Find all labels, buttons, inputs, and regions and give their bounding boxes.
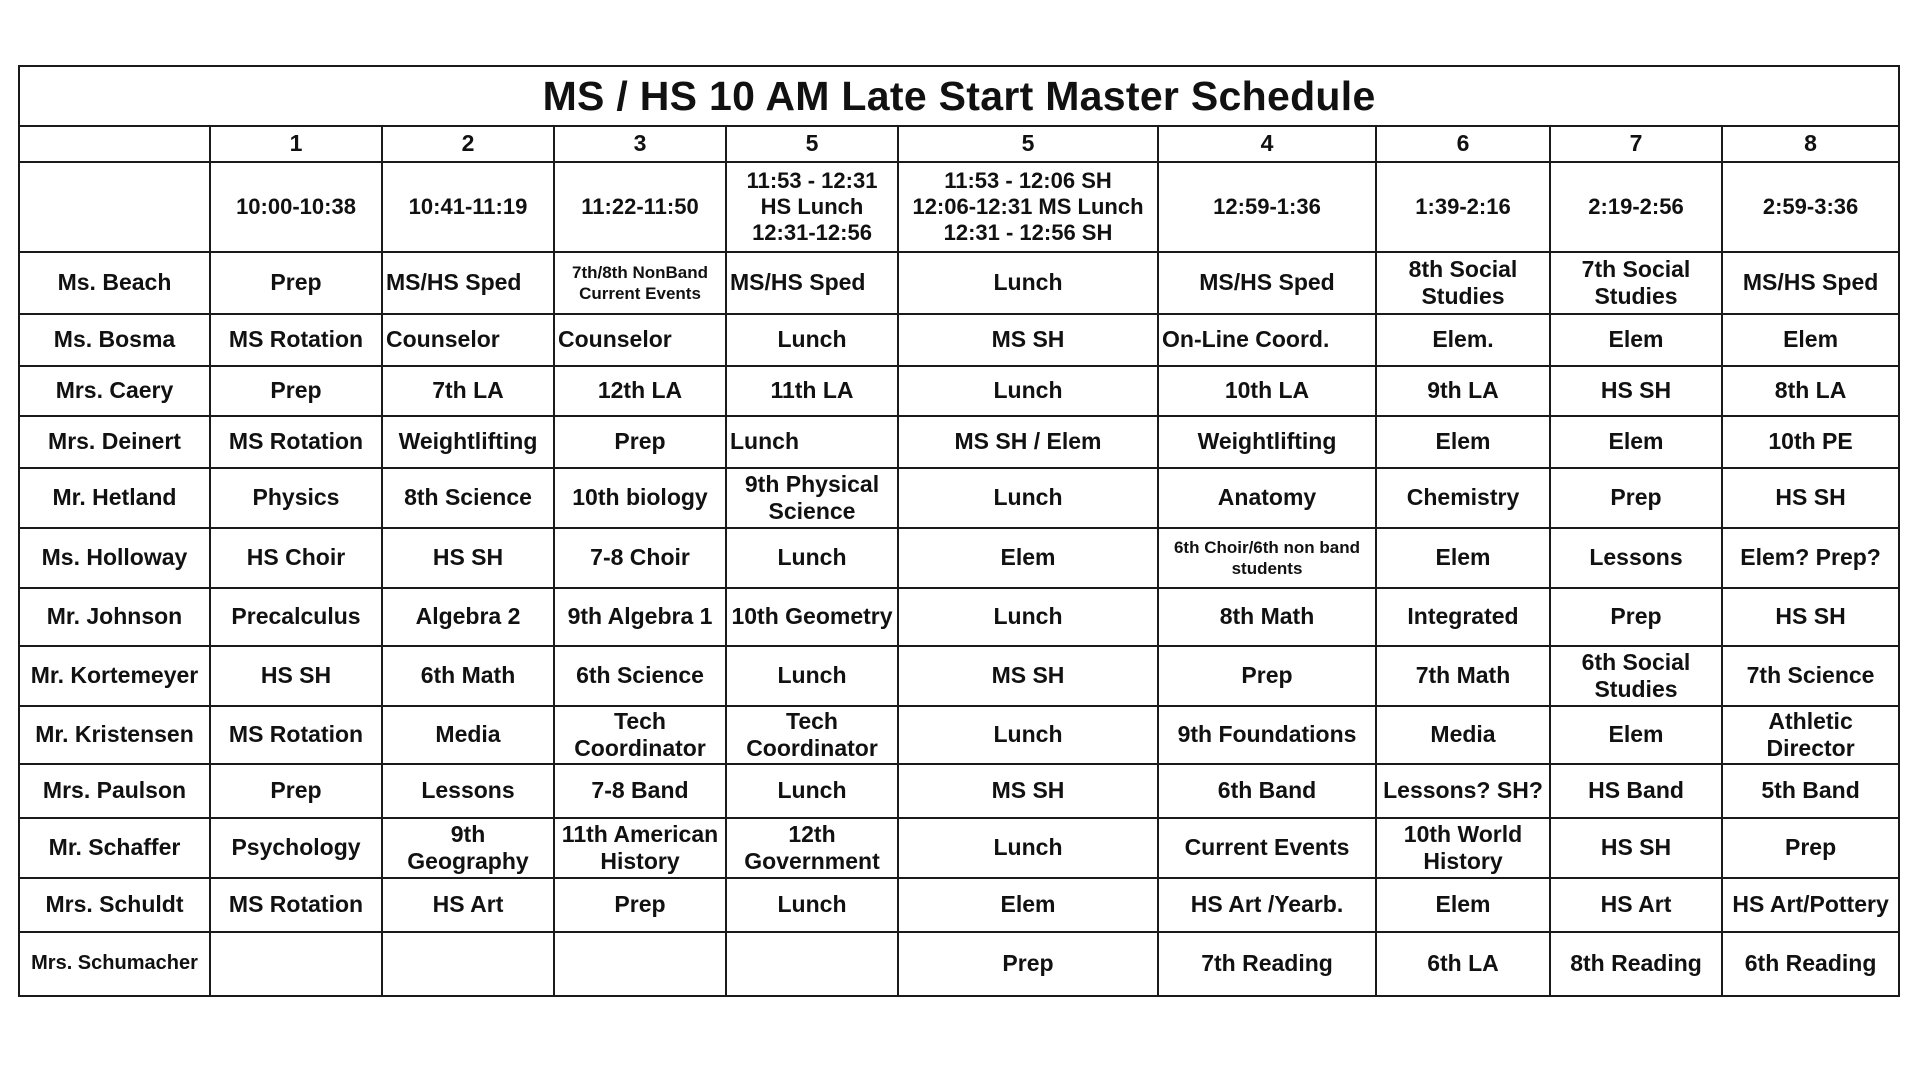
schedule-cell-text: Lunch	[993, 484, 1063, 511]
schedule-cell	[1722, 764, 1899, 818]
schedule-cell	[382, 416, 554, 468]
schedule-cell-text: Lunch	[993, 377, 1063, 404]
schedule-cell-text: MS/HS Sped	[386, 269, 522, 296]
schedule-cell	[1158, 878, 1376, 932]
schedule-cell	[554, 646, 726, 706]
time-slot-cell	[1722, 162, 1899, 252]
schedule-cell	[1376, 764, 1550, 818]
schedule-cell	[1158, 646, 1376, 706]
schedule-cell	[1550, 314, 1722, 366]
time-slot-cell	[1550, 162, 1722, 252]
master-schedule-table	[18, 65, 1900, 997]
schedule-cell-text: HS SH	[1775, 603, 1846, 630]
teacher-name-cell: Mr. Kristensen	[19, 706, 210, 764]
period-number-cell: 2	[382, 126, 554, 162]
schedule-cell	[1550, 932, 1722, 996]
schedule-cell-text: 10th Geometry	[731, 603, 893, 630]
schedule-cell	[382, 764, 554, 818]
schedule-cell	[1550, 764, 1722, 818]
schedule-cell-text: 10th LA	[1224, 377, 1310, 404]
schedule-cell-text: 10th biology	[572, 484, 708, 511]
schedule-cell	[726, 878, 898, 932]
schedule-cell	[554, 416, 726, 468]
schedule-cell	[1550, 878, 1722, 932]
time-header-row	[19, 162, 1899, 252]
schedule-cell-text: Lunch	[993, 269, 1063, 296]
time-slot-cell	[726, 162, 898, 252]
schedule-cell	[898, 932, 1158, 996]
schedule-cell-text: Elem	[1608, 721, 1664, 748]
schedule-cell-text: MS Rotation	[228, 428, 364, 455]
schedule-cell	[1158, 764, 1376, 818]
schedule-cell-text: Lunch	[777, 544, 847, 571]
schedule-cell-text: MS SH	[991, 662, 1065, 689]
teacher-name-cell: Mrs. Caery	[19, 366, 210, 416]
schedule-cell-text: Lunch	[777, 777, 847, 804]
teacher-name-cell: Ms. Holloway	[19, 528, 210, 588]
time-slot-text: 2:59-3:36	[1762, 194, 1859, 220]
schedule-cell	[1376, 528, 1550, 588]
schedule-cell	[1376, 588, 1550, 646]
schedule-cell	[554, 468, 726, 528]
schedule-cell	[898, 416, 1158, 468]
schedule-cell-text: MS SH	[991, 326, 1065, 353]
schedule-cell	[554, 314, 726, 366]
schedule-cell	[554, 252, 726, 314]
schedule-cell-text: Tech Coordinator	[574, 707, 706, 761]
period-number-cell: 5	[726, 126, 898, 162]
schedule-cell-text: MS SH / Elem	[954, 428, 1102, 455]
schedule-cell	[1722, 818, 1899, 878]
schedule-cell	[1722, 468, 1899, 528]
schedule-cell-text: Lunch	[777, 891, 847, 918]
schedule-cell-text: 6th Math	[420, 662, 516, 689]
table-row	[19, 468, 1899, 528]
teacher-name-cell: Mr. Hetland	[19, 468, 210, 528]
schedule-cell-text: Weightlifting	[398, 428, 538, 455]
schedule-cell-text: Prep	[614, 891, 666, 918]
schedule-cell-text: Prep	[1785, 834, 1837, 861]
time-slot-text: 1:39-2:16	[1415, 194, 1511, 220]
schedule-cell-text: Prep	[1241, 662, 1293, 689]
schedule-cell-text: HS Art	[1600, 891, 1672, 918]
schedule-cell-text: 6th Choir/6th non band students	[1173, 537, 1361, 578]
time-slot-cell	[898, 162, 1158, 252]
schedule-cell	[1722, 314, 1899, 366]
time-corner-cell	[19, 162, 210, 252]
schedule-cell	[554, 878, 726, 932]
time-slot-cell	[210, 162, 382, 252]
schedule-cell	[1722, 252, 1899, 314]
teacher-name-cell: Mrs. Schumacher	[19, 932, 210, 996]
schedule-cell-text: Counselor	[386, 326, 500, 353]
teacher-name-cell: Ms. Beach	[19, 252, 210, 314]
schedule-cell-text: Chemistry	[1406, 484, 1520, 511]
schedule-cell	[726, 706, 898, 764]
schedule-cell	[1376, 932, 1550, 996]
schedule-cell	[210, 588, 382, 646]
schedule-cell-text: Elem	[1435, 428, 1491, 455]
schedule-cell	[1158, 706, 1376, 764]
schedule-cell-text: 7th/8th NonBand Current Events	[572, 262, 708, 303]
schedule-cell	[382, 878, 554, 932]
schedule-cell-text: Elem	[1000, 544, 1056, 571]
schedule-cell-text: Media	[1430, 721, 1496, 748]
schedule-cell	[1158, 818, 1376, 878]
schedule-cell	[898, 528, 1158, 588]
schedule-cell	[1722, 932, 1899, 996]
table-row	[19, 314, 1899, 366]
schedule-cell	[210, 528, 382, 588]
schedule-cell-text: 8th Science	[404, 484, 532, 511]
schedule-cell-text: Prep	[270, 269, 322, 296]
schedule-cell-text: HS Art	[432, 891, 504, 918]
period-number-cell: 7	[1550, 126, 1722, 162]
schedule-cell-text: 11th LA	[770, 377, 854, 404]
schedule-cell-text: Prep	[270, 777, 322, 804]
schedule-cell-text: MS Rotation	[228, 326, 364, 353]
schedule-cell-text: Elem.	[1432, 326, 1494, 353]
schedule-cell-text: 9th LA	[1427, 377, 1499, 404]
table-row	[19, 818, 1899, 878]
schedule-cell-text: MS Rotation	[228, 891, 364, 918]
schedule-cell-text: Lunch	[777, 662, 847, 689]
period-number-cell: 3	[554, 126, 726, 162]
schedule-cell	[1550, 416, 1722, 468]
time-slot-cell	[1158, 162, 1376, 252]
table-row	[19, 252, 1899, 314]
period-corner-cell	[19, 126, 210, 162]
schedule-cell	[1722, 646, 1899, 706]
schedule-cell	[210, 646, 382, 706]
schedule-cell-text: Integrated	[1407, 603, 1519, 630]
schedule-cell	[382, 528, 554, 588]
schedule-cell	[1376, 366, 1550, 416]
schedule-cell	[382, 646, 554, 706]
schedule-cell	[210, 314, 382, 366]
schedule-cell	[726, 366, 898, 416]
schedule-cell	[1550, 252, 1722, 314]
schedule-cell	[1550, 528, 1722, 588]
schedule-cell	[382, 468, 554, 528]
schedule-cell	[554, 932, 726, 996]
schedule-cell	[382, 314, 554, 366]
schedule-cell-text: 6th Band	[1217, 777, 1317, 804]
schedule-cell-text: Elem	[1608, 326, 1664, 353]
schedule-cell-text: 9th Foundations	[1177, 721, 1357, 748]
schedule-cell-text: MS Rotation	[228, 721, 364, 748]
schedule-cell	[1722, 588, 1899, 646]
schedule-cell-text: HS Art/Pottery	[1732, 891, 1889, 918]
schedule-cell	[1722, 366, 1899, 416]
table-row	[19, 878, 1899, 932]
schedule-cell	[726, 588, 898, 646]
schedule-cell-text: Psychology	[231, 834, 361, 861]
schedule-cell-text: Lessons? SH?	[1383, 777, 1543, 804]
time-slot-text: 11:53 - 12:31 HS Lunch 12:31-12:56	[746, 168, 878, 245]
table-row	[19, 588, 1899, 646]
schedule-cell-text: 8th Math	[1219, 603, 1315, 630]
time-slot-text: 11:53 - 12:06 SH 12:06-12:31 MS Lunch 12:31 - 12:56 SH	[912, 168, 1144, 245]
schedule-cell-text: HS Band	[1588, 777, 1684, 804]
schedule-cell	[1158, 588, 1376, 646]
schedule-cell	[1550, 468, 1722, 528]
schedule-cell	[1722, 878, 1899, 932]
schedule-cell	[1376, 818, 1550, 878]
schedule-cell-text: HS SH	[1600, 834, 1672, 861]
table-row	[19, 706, 1899, 764]
schedule-cell	[726, 314, 898, 366]
schedule-cell	[898, 588, 1158, 646]
table-row	[19, 416, 1899, 468]
schedule-cell	[210, 416, 382, 468]
schedule-cell-text: Lunch	[730, 428, 799, 455]
schedule-cell-text: HS Choir	[246, 544, 346, 571]
schedule-cell-text: Weightlifting	[1197, 428, 1337, 455]
schedule-cell	[210, 706, 382, 764]
schedule-cell	[210, 468, 382, 528]
period-number-cell: 5	[898, 126, 1158, 162]
schedule-cell-text: Media	[435, 721, 501, 748]
schedule-cell-text: MS SH	[991, 777, 1065, 804]
schedule-cell	[554, 706, 726, 764]
schedule-cell	[1722, 706, 1899, 764]
time-slot-text: 12:59-1:36	[1213, 194, 1321, 220]
schedule-cell-text: 5th Band	[1761, 777, 1860, 804]
period-header-row	[19, 126, 1899, 162]
schedule-cell	[210, 932, 382, 996]
schedule-cell-text: 8th Reading	[1570, 950, 1702, 977]
schedule-cell	[1550, 366, 1722, 416]
teacher-name-cell: Mr. Schaffer	[19, 818, 210, 878]
schedule-cell	[1550, 818, 1722, 878]
time-slot-text: 10:41-11:19	[408, 194, 528, 220]
schedule-cell	[1376, 314, 1550, 366]
schedule-cell	[898, 764, 1158, 818]
teacher-name-cell: Mrs. Deinert	[19, 416, 210, 468]
schedule-cell-text: Algebra 2	[415, 603, 521, 630]
table-row	[19, 528, 1899, 588]
schedule-cell	[726, 764, 898, 818]
schedule-cell-text: 8th LA	[1774, 377, 1847, 404]
schedule-cell	[898, 706, 1158, 764]
table-row	[19, 932, 1899, 996]
schedule-cell-text: Elem	[1608, 428, 1664, 455]
schedule-cell	[554, 818, 726, 878]
schedule-cell	[1550, 646, 1722, 706]
schedule-cell	[726, 818, 898, 878]
teacher-name-cell: Mrs. Schuldt	[19, 878, 210, 932]
schedule-cell	[1722, 416, 1899, 468]
schedule-cell	[898, 314, 1158, 366]
schedule-cell	[1550, 706, 1722, 764]
schedule-cell	[1550, 588, 1722, 646]
schedule-cell	[210, 878, 382, 932]
schedule-cell	[898, 468, 1158, 528]
schedule-cell-text: 9th Algebra 1	[567, 603, 713, 630]
schedule-cell-text: Athletic Director	[1766, 707, 1855, 761]
schedule-cell-text: Elem	[1783, 326, 1839, 353]
schedule-cell-text: Lessons	[1589, 544, 1683, 571]
schedule-cell	[554, 588, 726, 646]
schedule-cell-text: Elem	[1000, 891, 1056, 918]
schedule-cell-text: 7th LA	[432, 377, 504, 404]
schedule-cell	[554, 764, 726, 818]
schedule-cell-text: HS Art /Yearb.	[1190, 891, 1344, 918]
schedule-cell-text: HS SH	[260, 662, 332, 689]
schedule-cell-text: Prep	[1610, 603, 1662, 630]
schedule-cell	[210, 818, 382, 878]
schedule-cell-text: 7th Math	[1415, 662, 1511, 689]
schedule-cell	[1158, 366, 1376, 416]
schedule-cell-text: On-Line Coord.	[1162, 326, 1330, 353]
schedule-cell-text: Prep	[270, 377, 322, 404]
schedule-cell-text: 10th PE	[1768, 428, 1853, 455]
schedule-cell	[382, 588, 554, 646]
schedule-cell-text: 9th Physical Science	[744, 470, 880, 524]
schedule-cell-text: 6th LA	[1427, 950, 1499, 977]
schedule-cell	[898, 818, 1158, 878]
schedule-cell	[1376, 416, 1550, 468]
schedule-cell	[1376, 646, 1550, 706]
schedule-cell-text: Physics	[252, 484, 340, 511]
schedule-cell-text: 6th Science	[576, 662, 704, 689]
schedule-cell	[1376, 252, 1550, 314]
schedule-cell-text: 7th Reading	[1201, 950, 1333, 977]
schedule-cell-text: Lunch	[993, 721, 1063, 748]
schedule-cell	[382, 252, 554, 314]
schedule-cell	[210, 252, 382, 314]
schedule-cell-text: Lessons	[421, 777, 515, 804]
schedule-cell-text: 7th Science	[1746, 662, 1875, 689]
schedule-cell	[210, 764, 382, 818]
time-slot-text: 2:19-2:56	[1588, 194, 1684, 220]
schedule-cell-text: 9th Geography	[407, 820, 529, 874]
time-slot-cell	[382, 162, 554, 252]
schedule-cell	[726, 252, 898, 314]
teacher-name-cell: Mrs. Paulson	[19, 764, 210, 818]
schedule-cell-text: 7-8 Band	[591, 777, 689, 804]
schedule-cell	[898, 366, 1158, 416]
schedule-cell	[554, 366, 726, 416]
schedule-cell	[1722, 528, 1899, 588]
schedule-cell-text: Elem	[1435, 891, 1491, 918]
schedule-cell-text: Prep	[1002, 950, 1054, 977]
schedule-cell-text: Prep	[614, 428, 666, 455]
schedule-cell-text: MS/HS Sped	[730, 269, 866, 296]
schedule-cell-text: HS SH	[432, 544, 504, 571]
schedule-cell	[382, 818, 554, 878]
schedule-cell	[898, 878, 1158, 932]
schedule-cell	[1158, 252, 1376, 314]
time-slot-cell	[554, 162, 726, 252]
schedule-cell-text: Lunch	[993, 603, 1063, 630]
schedule-cell	[1376, 878, 1550, 932]
schedule-cell-text: 12th Government	[744, 820, 880, 874]
schedule-cell	[726, 416, 898, 468]
schedule-cell-text: 6th Social Studies	[1581, 648, 1691, 702]
schedule-cell-text: Elem? Prep?	[1740, 544, 1881, 571]
schedule-cell-text: Elem	[1435, 544, 1491, 571]
teacher-name-cell: Ms. Bosma	[19, 314, 210, 366]
schedule-cell-text: Prep	[1610, 484, 1662, 511]
schedule-cell-text: MS/HS Sped	[1199, 269, 1335, 296]
schedule-cell-text: Counselor	[558, 326, 672, 353]
period-number-cell: 6	[1376, 126, 1550, 162]
schedule-cell-text: 7-8 Choir	[590, 544, 690, 571]
schedule-cell	[898, 252, 1158, 314]
table-row	[19, 764, 1899, 818]
page-title: MS / HS 10 AM Late Start Master Schedule	[19, 66, 1899, 126]
schedule-cell	[898, 646, 1158, 706]
schedule-cell	[1158, 314, 1376, 366]
schedule-cell	[1376, 706, 1550, 764]
schedule-cell-text: HS SH	[1600, 377, 1672, 404]
table-row	[19, 646, 1899, 706]
schedule-cell	[726, 646, 898, 706]
schedule-cell	[382, 366, 554, 416]
schedule-cell-text: Tech Coordinator	[746, 707, 878, 761]
time-slot-cell	[1376, 162, 1550, 252]
schedule-cell	[726, 932, 898, 996]
schedule-cell	[1376, 468, 1550, 528]
schedule-cell-text: HS SH	[1775, 484, 1846, 511]
schedule-cell	[1158, 468, 1376, 528]
time-slot-text: 10:00-10:38	[236, 194, 356, 220]
schedule-cell-text: 12th LA	[597, 377, 683, 404]
schedule-cell-text: 7th Social Studies	[1581, 255, 1691, 309]
schedule-cell-text: Current Events	[1184, 834, 1350, 861]
schedule-cell-text: 10th World History	[1403, 820, 1523, 874]
table-row	[19, 366, 1899, 416]
schedule-cell	[210, 366, 382, 416]
schedule-cell-text: MS/HS Sped	[1742, 269, 1879, 296]
teacher-name-cell: Mr. Kortemeyer	[19, 646, 210, 706]
period-number-cell: 8	[1722, 126, 1899, 162]
schedule-cell-text: Lunch	[993, 834, 1063, 861]
schedule-cell-text: 6th Reading	[1744, 950, 1877, 977]
teacher-name-cell: Mr. Johnson	[19, 588, 210, 646]
schedule-cell	[382, 706, 554, 764]
schedule-cell	[726, 528, 898, 588]
schedule-cell	[1158, 528, 1376, 588]
schedule-cell-text: 8th Social Studies	[1408, 255, 1518, 309]
period-number-cell: 4	[1158, 126, 1376, 162]
schedule-cell-text: Lunch	[777, 326, 847, 353]
schedule-cell	[1158, 932, 1376, 996]
schedule-cell	[382, 932, 554, 996]
schedule-cell	[726, 468, 898, 528]
schedule-cell-text: Precalculus	[231, 603, 361, 630]
schedule-cell-text: Anatomy	[1217, 484, 1317, 511]
schedule-cell	[554, 528, 726, 588]
schedule-cell-text: 11th American History	[561, 820, 719, 874]
time-slot-text: 11:22-11:50	[581, 194, 699, 220]
period-number-cell: 1	[210, 126, 382, 162]
schedule-cell	[1158, 416, 1376, 468]
